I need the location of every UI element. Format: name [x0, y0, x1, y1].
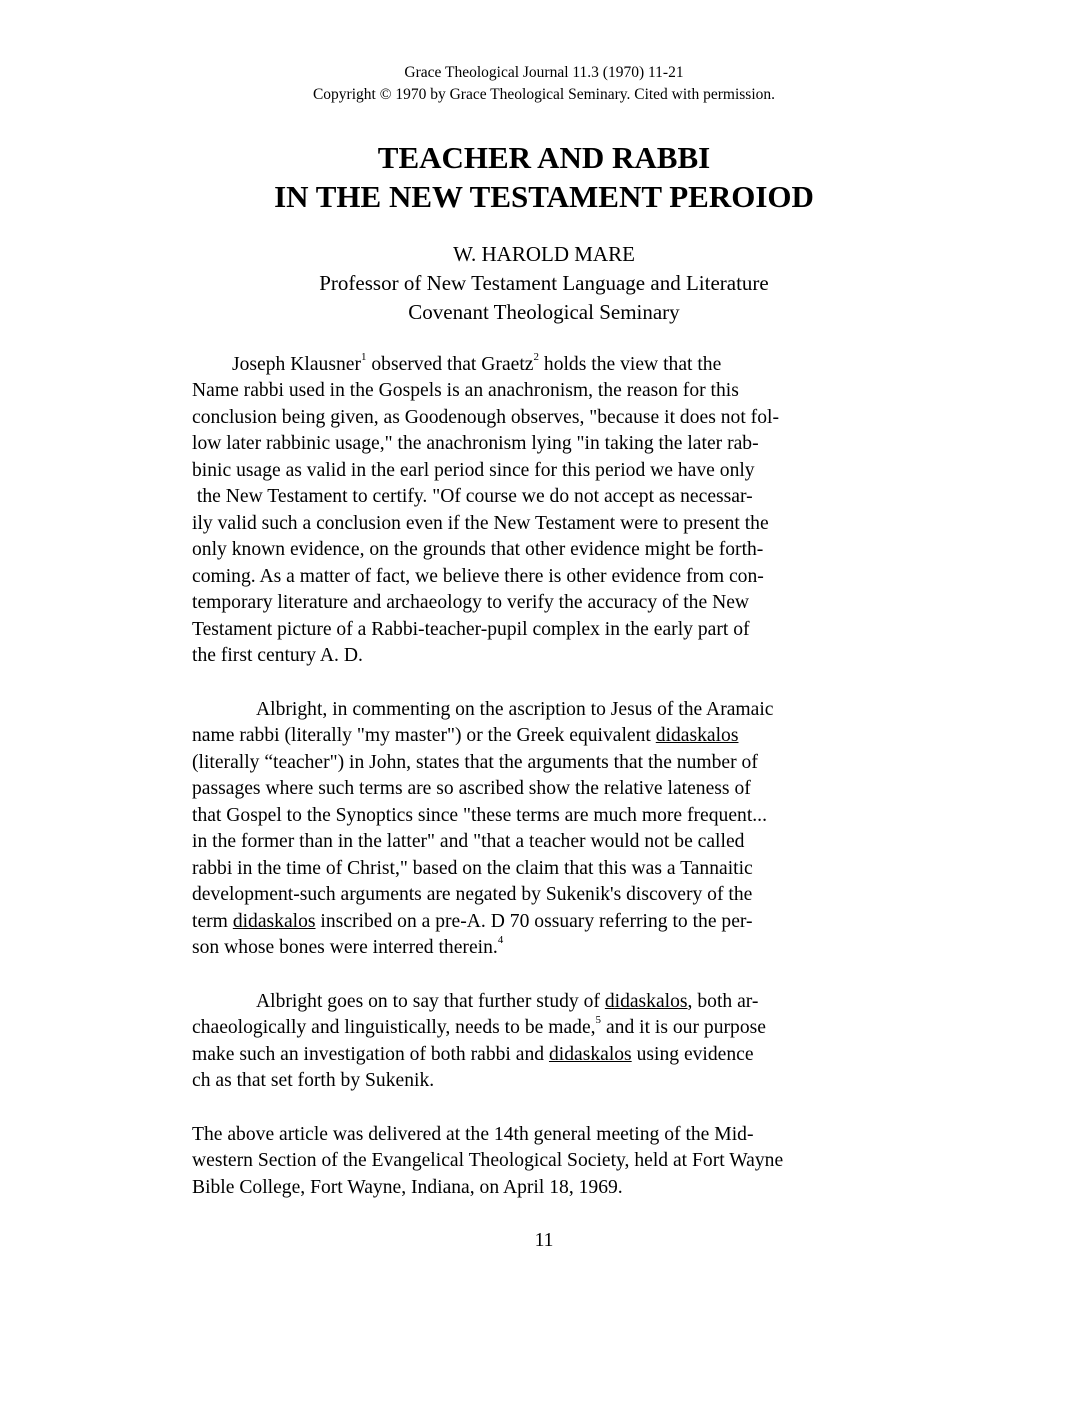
text-span: son whose bones were interred therein. [192, 937, 498, 958]
text-line: western Section of the Evangelical Theological Society, held at Fort Wayne [192, 1150, 784, 1171]
text-span: and it is our purpose [601, 1017, 766, 1038]
text-line: Name rabbi used in the Gospels is an anachronism, the reason for this [192, 380, 739, 401]
text-line: only known evidence, on the grounds that other evidence might be forth- [192, 539, 764, 560]
text-span: term [192, 911, 233, 932]
term-didaskalos: didaskalos [655, 725, 739, 746]
footnote-ref-2[interactable]: 2 [533, 351, 539, 364]
text-line: in the former than in the latter" and "that a teacher would not be called [192, 831, 745, 852]
text-line: that Gospel to the Synoptics since "these terms are much more frequent... [192, 805, 767, 826]
text-line [192, 723, 738, 749]
text-line: Testament picture of a Rabbi-teacher-pupil complex in the early part of [192, 619, 750, 640]
text-line: The above article was delivered at the 14th general meeting of the Mid- [192, 1124, 754, 1145]
page-number: 11 [534, 1230, 554, 1251]
text-line: development-such arguments are negated by Sukenik's discovery of the [192, 884, 753, 905]
text-line: (literally “teacher") in John, states that the arguments that the number of [192, 752, 758, 773]
text-line: rabbi in the time of Christ," based on the claim that this was a Tannaitic [192, 858, 753, 879]
text-line [192, 1042, 754, 1068]
text-span: name rabbi (literally "my master") or the Greek equivalent [192, 725, 656, 746]
text-span: Albright goes on to say that further study of [256, 991, 605, 1012]
text-span: inscribed on a pre-A. D 70 ossuary referring to the per- [315, 911, 753, 932]
text-line: coming. As a matter of fact, we believe there is other evidence from con- [192, 566, 764, 587]
text-line: low later rabbinic usage," the anachronism lying "in taking the later rab- [192, 433, 759, 454]
text-line: Albright, in commenting on the ascription to Jesus of the Aramaic [256, 699, 774, 720]
text-line: binic usage as valid in the earl period since for this period we have only [192, 460, 755, 481]
text-line: the New Testament to certify. "Of course we do not accept as necessar- [192, 486, 753, 507]
text-line [192, 909, 753, 935]
text-line: ch as that set forth by Sukenik. [192, 1070, 435, 1091]
text-span: Joseph Klausner [232, 354, 361, 375]
author-position: Professor of New Testament Language and Literature [319, 271, 769, 295]
text-line [256, 989, 758, 1015]
author-institution: Covenant Theological Seminary [408, 300, 680, 324]
text-span: , both ar- [687, 991, 759, 1012]
text-line [232, 352, 721, 378]
journal-citation: Grace Theological Journal 11.3 (1970) 11-21 [404, 64, 684, 81]
text-line [192, 1015, 766, 1041]
author-block [0, 240, 1088, 327]
text-line: temporary literature and archaeology to verify the accuracy of the New [192, 592, 750, 613]
journal-header [0, 62, 1088, 106]
author-name: W. HAROLD MARE [453, 242, 635, 266]
text-line: conclusion being given, as Goodenough observes, "because it does not fol- [192, 407, 779, 428]
text-span: chaeologically and linguistically, needs to be made, [192, 1017, 596, 1038]
text-span: make such an investigation of both rabbi and [192, 1044, 549, 1065]
text-span: holds the view that the [539, 354, 722, 375]
text-line: the first century A. D. [192, 645, 363, 666]
article-title [0, 138, 1088, 216]
term-didaskalos: didaskalos [232, 911, 316, 932]
footnote-ref-5[interactable]: 5 [595, 1014, 602, 1027]
term-didaskalos: didaskalos [548, 1044, 632, 1065]
copyright-notice: Copyright © 1970 by Grace Theological Seminary. Cited with permission. [312, 86, 776, 103]
text-line: Bible College, Fort Wayne, Indiana, on April 18, 1969. [192, 1177, 623, 1198]
footnote-ref-1[interactable]: 1 [360, 351, 367, 364]
term-didaskalos: didaskalos [604, 991, 688, 1012]
text-line [192, 935, 503, 961]
title-line-2: IN THE NEW TESTAMENT PEROIOD [274, 179, 814, 214]
footnote-ref-4[interactable]: 4 [497, 934, 504, 947]
text-span: observed that Graetz [366, 354, 534, 375]
title-line-1: TEACHER AND RABBI [377, 140, 711, 175]
text-line: passages where such terms are so ascribed show the relative lateness of [192, 778, 751, 799]
text-line: ily valid such a conclusion even if the New Testament were to present the [192, 513, 769, 534]
text-span: using evidence [631, 1044, 754, 1065]
